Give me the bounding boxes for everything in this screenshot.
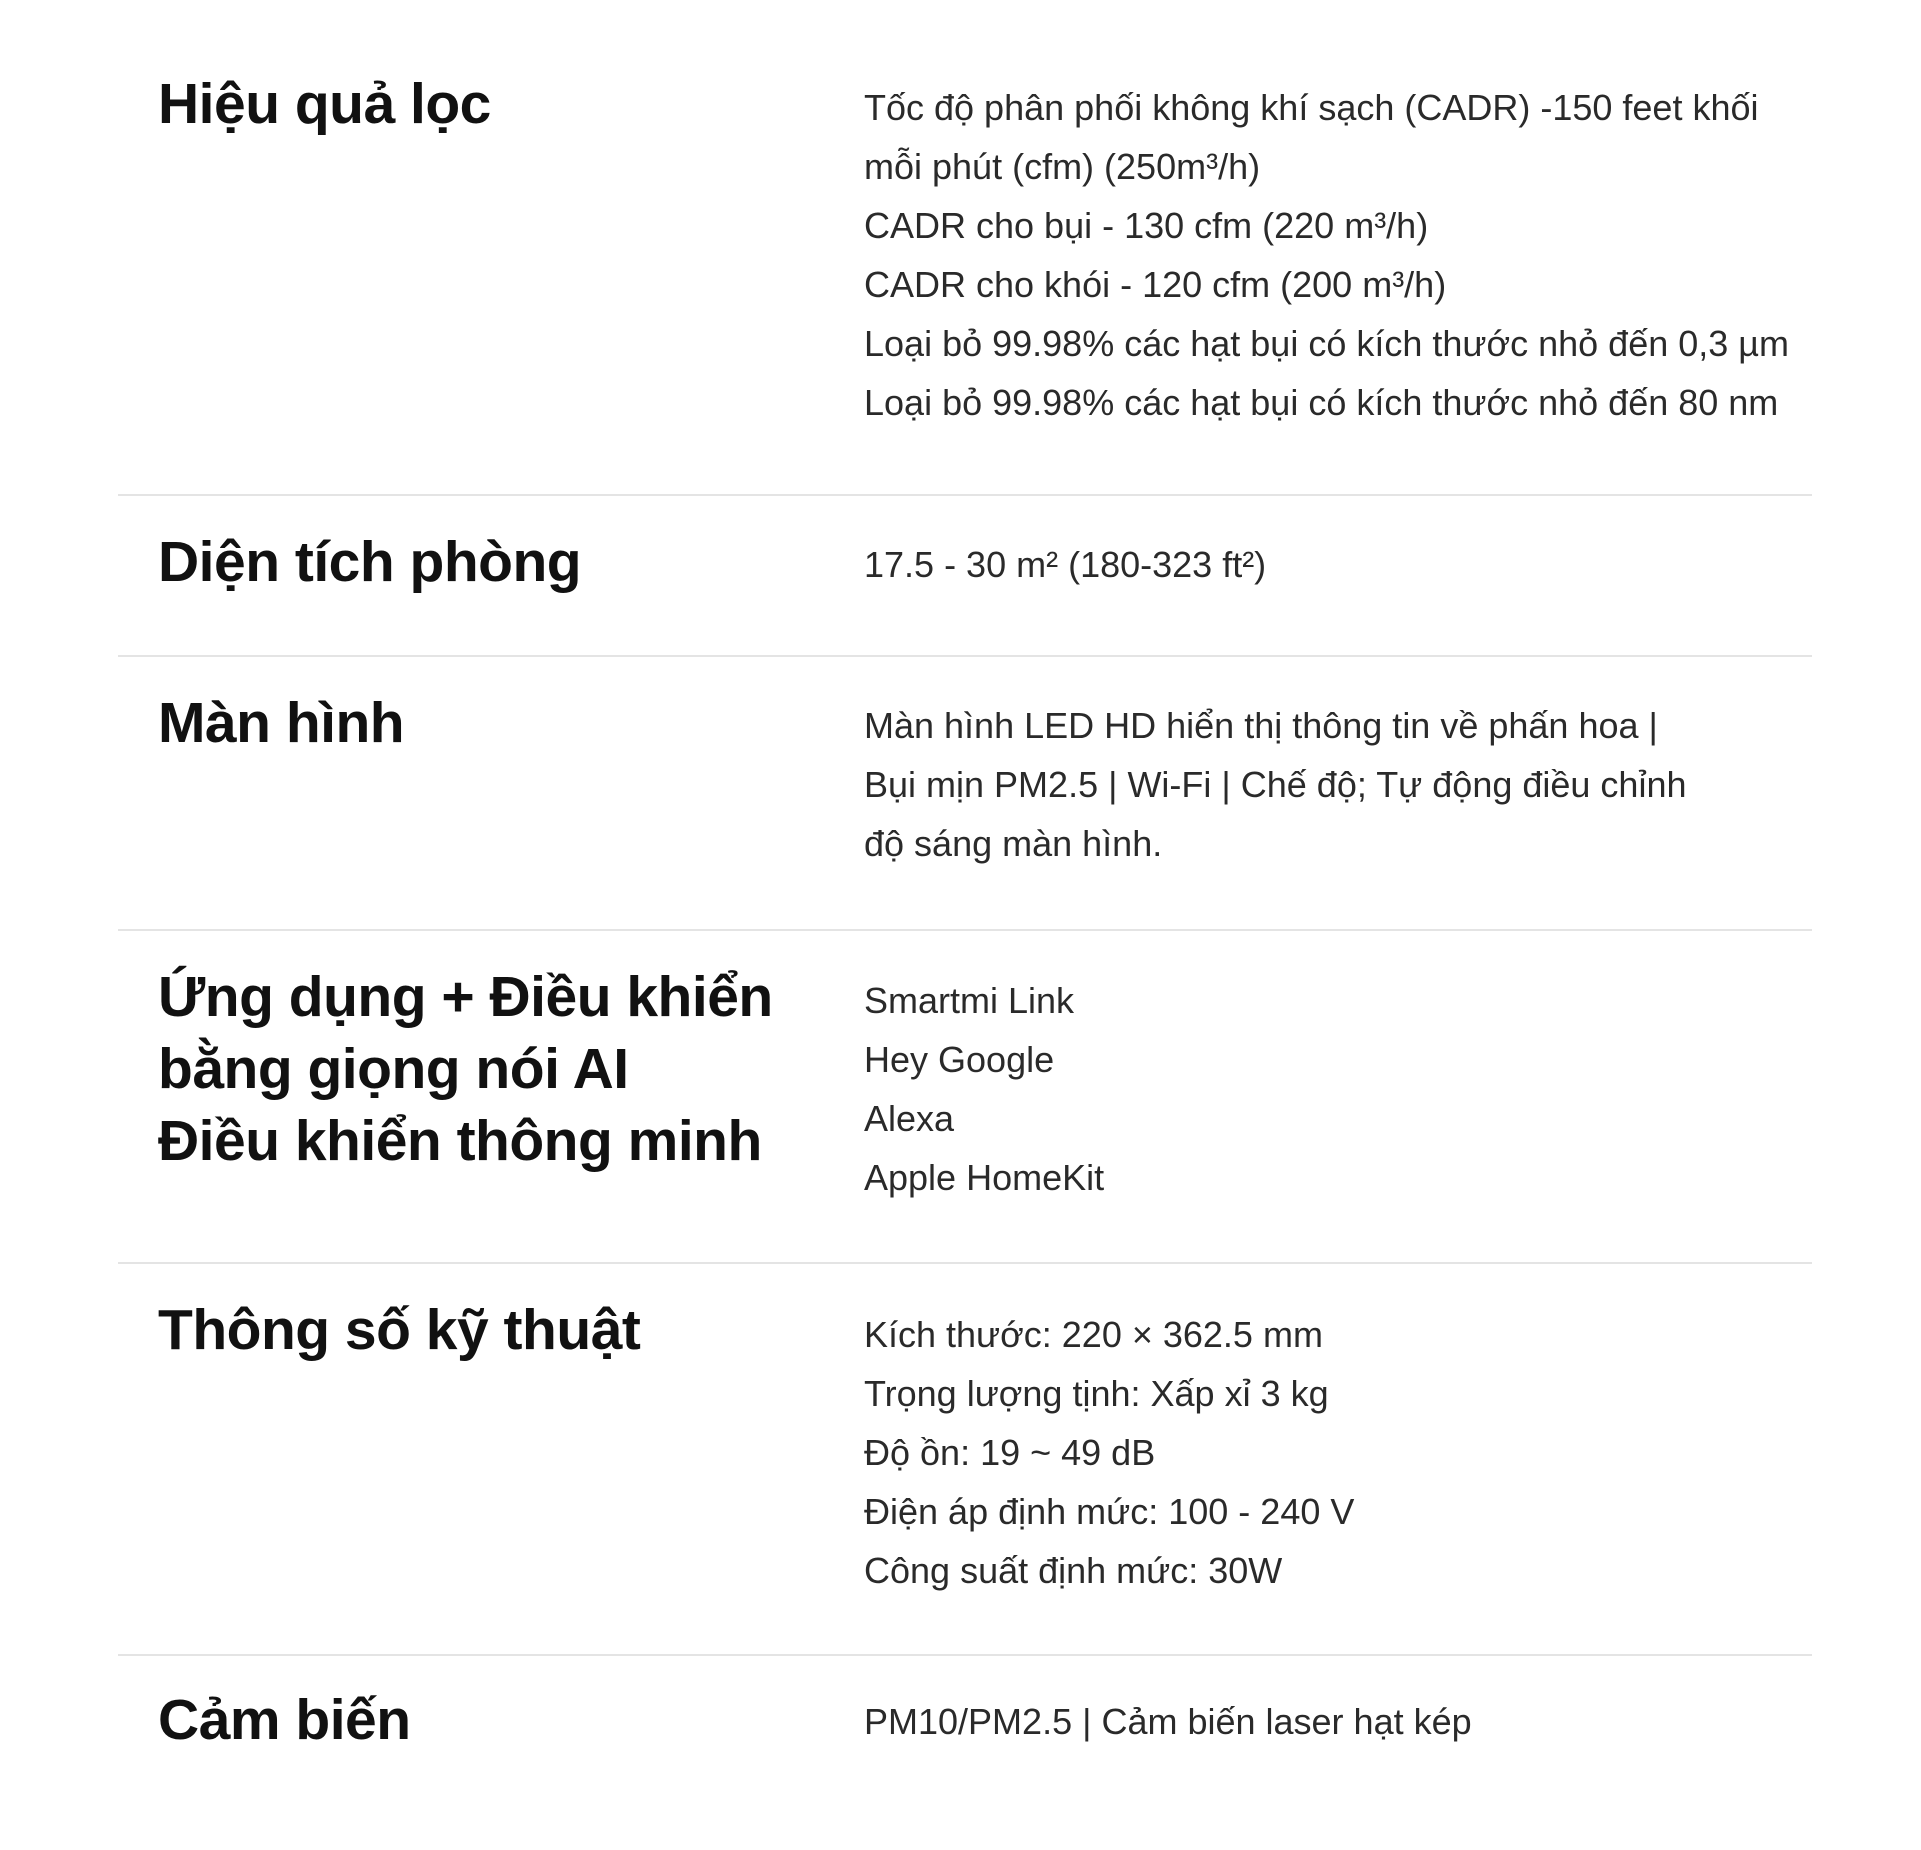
spec-values-technical	[864, 1305, 1824, 1600]
spec-values-sensor	[864, 1692, 1824, 1751]
spec-line: Điện áp định mức: 100 - 240 V	[864, 1491, 1355, 1532]
spec-title-line: Ứng dụng + Điều khiển	[158, 965, 773, 1029]
spec-row-display	[118, 657, 1812, 931]
spec-line: PM10/PM2.5 | Cảm biến laser hạt kép	[864, 1701, 1472, 1742]
spec-line: Kích thước: 220 × 362.5 mm	[864, 1314, 1323, 1355]
spec-line: Trọng lượng tịnh: Xấp xỉ 3 kg	[864, 1373, 1329, 1414]
spec-line: Hey Google	[864, 1039, 1055, 1080]
spec-line: Apple HomeKit	[864, 1157, 1105, 1198]
spec-title-line: Điều khiển thông minh	[158, 1109, 762, 1173]
spec-values-room-size	[864, 535, 1824, 594]
spec-line: Bụi mịn PM2.5 | Wi-Fi | Chế độ; Tự động điều chỉnh	[864, 764, 1687, 805]
spec-line: CADR cho khói - 120 cfm (200 m³/h)	[864, 264, 1447, 305]
spec-title-line: bằng giọng nói AI	[158, 1037, 629, 1101]
spec-line: Màn hình LED HD hiển thị thông tin về phấn hoa |	[864, 705, 1658, 746]
spec-title-technical: Thông số kỹ thuật	[158, 1298, 641, 1362]
spec-row-app-voice-control	[118, 931, 1812, 1264]
spec-row-sensor	[118, 1656, 1812, 1850]
spec-line: Smartmi Link	[864, 980, 1075, 1021]
spec-values-display	[864, 696, 1824, 873]
spec-line: 17.5 - 30 m² (180-323 ft²)	[864, 544, 1267, 585]
spec-table	[118, 0, 1812, 1850]
spec-title-sensor: Cảm biến	[158, 1688, 411, 1752]
spec-row-room-size	[118, 496, 1812, 657]
spec-line: Alexa	[864, 1098, 955, 1139]
spec-title-display: Màn hình	[158, 691, 405, 755]
spec-title-room-size: Diện tích phòng	[158, 530, 582, 594]
spec-line: Độ ồn: 19 ~ 49 dB	[864, 1432, 1156, 1473]
spec-line: Công suất định mức: 30W	[864, 1550, 1283, 1591]
spec-values-app-voice-control	[864, 971, 1824, 1207]
spec-line: Loại bỏ 99.98% các hạt bụi có kích thước nhỏ đến 80 nm	[864, 382, 1779, 423]
spec-line: CADR cho bụi - 130 cfm (220 m³/h)	[864, 205, 1429, 246]
spec-title-app-voice-control	[158, 961, 798, 1177]
spec-row-filtration	[118, 0, 1812, 496]
spec-values-filtration	[864, 78, 1824, 432]
spec-line: Tốc độ phân phối không khí sạch (CADR) -150 feet khối	[864, 87, 1759, 128]
spec-line: Loại bỏ 99.98% các hạt bụi có kích thước nhỏ đến 0,3 µm	[864, 323, 1790, 364]
spec-line: mỗi phút (cfm) (250m³/h)	[864, 146, 1261, 187]
spec-row-technical	[118, 1264, 1812, 1656]
spec-title-filtration: Hiệu quả lọc	[158, 72, 491, 136]
spec-line: độ sáng màn hình.	[864, 823, 1163, 864]
